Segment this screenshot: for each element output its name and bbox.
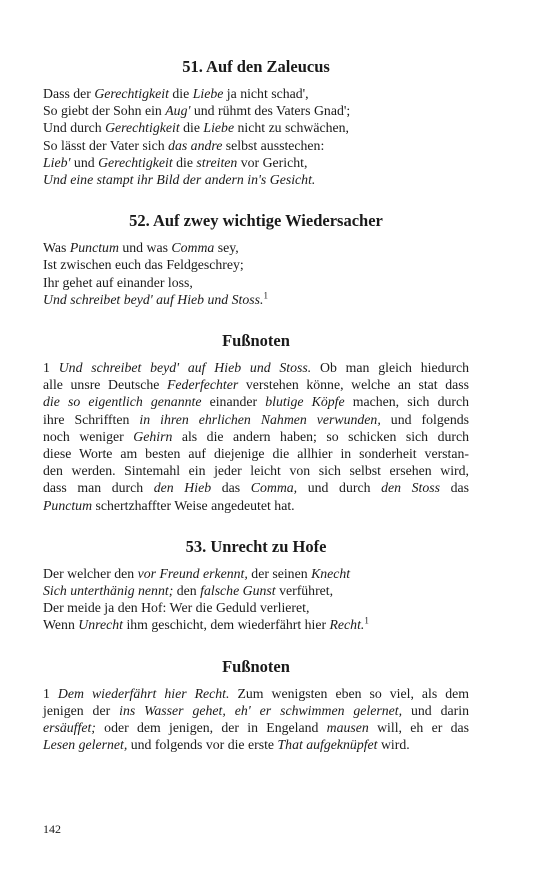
verse-line	[43, 583, 333, 598]
footnote-line	[43, 359, 469, 376]
text: Ihr gehet auf einander loss,	[43, 274, 193, 290]
footnote-line	[43, 462, 469, 479]
text: und durch	[297, 480, 382, 496]
footnote-line	[43, 393, 469, 410]
text: nicht zu schwächen,	[234, 120, 350, 136]
footnote-marker[interactable]: 1	[263, 290, 268, 301]
text: einander	[201, 394, 266, 410]
text: Der meide ja den Hof: Wer die Geduld verlieret,	[43, 600, 310, 616]
poem-section-51	[43, 56, 469, 188]
italic-text: Gehirn	[133, 428, 173, 444]
italic-text: Punctum	[43, 497, 93, 513]
footnote-text	[43, 685, 469, 754]
verse-line	[43, 240, 239, 255]
italic-text: die so eigentlich genannte	[43, 394, 202, 410]
footnote-text	[43, 359, 469, 514]
text: Ist zwischen euch das Feldgeschrey;	[43, 257, 244, 273]
text: den werden. Sintemahl ein jeder leicht von sich selbst ersehen wird,	[43, 463, 469, 479]
text: 1	[43, 360, 59, 376]
footnote-line	[43, 719, 469, 736]
text: und darin	[402, 702, 469, 718]
text: schertzhaffter Weise angedeutet hat.	[92, 497, 295, 513]
italic-text: blutige Köpfe	[265, 394, 345, 410]
text: als die andern haben; so schicken sich durch	[172, 428, 469, 444]
page-number: 142	[43, 822, 61, 836]
italic-text: falsche Gunst	[200, 583, 276, 599]
text: vor Gericht,	[237, 154, 308, 170]
verse-line	[43, 600, 309, 615]
italic-text: Und eine stampt ihr Bild der andern in's Gesicht.	[43, 172, 316, 188]
text: dass man durch	[43, 480, 154, 496]
text: machen, sich durch	[344, 394, 469, 410]
italic-text: das andre	[168, 137, 223, 153]
italic-text: ersäuffet;	[43, 720, 96, 736]
footnote-line	[43, 376, 469, 393]
italic-text: That aufgeknüpfet	[277, 737, 378, 753]
footnote-line	[43, 685, 469, 702]
text: sey,	[214, 240, 239, 256]
italic-text: Punctum	[69, 240, 119, 256]
poem-body	[43, 565, 469, 634]
italic-text: Liebe	[192, 86, 224, 101]
text: ihre Schrifften	[43, 411, 140, 427]
verse-line	[43, 292, 268, 307]
text: 1	[43, 685, 58, 701]
footnote-line	[43, 411, 469, 428]
verse-line	[43, 86, 309, 101]
text: So giebt der Sohn ein	[43, 103, 166, 119]
italic-text: Lesen gelernet,	[43, 737, 128, 753]
text: diese Worte am besten auf diejenige die allhier in sonderheit verstan-	[43, 446, 469, 462]
italic-text: Dem wiederfährt hier Recht.	[57, 685, 230, 701]
italic-text: Lieb'	[43, 154, 71, 170]
text: verführet,	[275, 583, 334, 599]
footnotes-53	[43, 656, 469, 754]
verse-line	[43, 617, 369, 632]
footnote-line	[43, 702, 469, 719]
poem-title: 53. Unrecht zu Hofe	[185, 536, 327, 556]
text: und rühmt des Vaters Gnad';	[190, 103, 351, 119]
italic-text: Liebe	[203, 120, 235, 136]
footnote-heading: Fußnoten	[222, 331, 290, 351]
italic-text: Sich unterthänig nennt;	[43, 583, 174, 599]
footnote-line	[43, 736, 469, 753]
poem-section-53	[43, 536, 469, 634]
italic-text: Comma	[171, 240, 215, 256]
text: den	[173, 583, 201, 599]
text: ja nicht schad',	[223, 86, 309, 101]
text: verstehen könne, welche an stat dass	[238, 377, 470, 393]
text: Was	[43, 240, 70, 256]
text: die	[172, 154, 197, 170]
italic-text: mausen	[326, 720, 369, 736]
text: und	[70, 154, 99, 170]
italic-text: den Stoss	[381, 480, 440, 496]
poem-title: 52. Auf zwey wichtige Wiedersacher	[129, 211, 383, 231]
text: und was	[118, 240, 172, 256]
text: will, eh er das	[368, 720, 469, 736]
italic-text: Federfechter	[167, 377, 239, 393]
italic-text: Recht.	[329, 617, 365, 633]
italic-text: ins Wasser gehet, eh' er schwimmen gelernet,	[119, 702, 403, 718]
verse-line	[43, 138, 324, 153]
poem-title: 51. Auf den Zaleucus	[182, 57, 330, 76]
text: Wenn	[43, 617, 79, 633]
text: Und durch	[43, 120, 106, 136]
text: alle unsre Deutsche	[43, 377, 167, 393]
verse-line	[43, 566, 350, 581]
footnote-line	[43, 445, 469, 462]
footnote-line	[43, 428, 469, 445]
verse-line	[43, 172, 315, 187]
text: noch weniger	[43, 428, 134, 444]
verse-line	[43, 257, 244, 272]
italic-text: Gerechtigkeit	[98, 154, 173, 170]
italic-text: Gerechtigkeit	[105, 120, 180, 136]
italic-text: streiten	[196, 154, 238, 170]
italic-text: vor Freund erkennt,	[137, 565, 248, 581]
text: der seinen	[247, 565, 312, 581]
italic-text: Unrecht	[78, 617, 123, 633]
text: wird.	[377, 737, 410, 753]
italic-text: Knecht	[311, 565, 351, 581]
footnotes-52	[43, 330, 469, 514]
verse-line	[43, 103, 350, 118]
poem-section-52	[43, 210, 469, 308]
text: die	[179, 120, 204, 136]
italic-text: Gerechtigkeit	[94, 86, 169, 101]
page-content	[43, 56, 469, 775]
text: Ob man gleich hiedurch	[311, 360, 469, 376]
italic-text: Aug'	[165, 103, 191, 119]
text: ihm geschicht, dem wiederfährt hier	[123, 617, 330, 633]
text: die	[168, 86, 193, 101]
footnote-line	[43, 497, 469, 514]
text: das	[211, 480, 251, 496]
text: oder dem jenigen, der in Engeland	[95, 720, 327, 736]
poem-body	[43, 85, 469, 188]
text: und folgends	[380, 411, 470, 427]
text: Zum wenigsten eben so viel, als dem	[229, 685, 469, 701]
italic-text: Und schreibet beyd' auf Hieb und Stoss.	[58, 360, 312, 376]
text: und folgends vor die erste	[127, 737, 278, 753]
italic-text: Comma,	[250, 480, 298, 496]
italic-text: in ihren ehrlichen Nahmen verwunden,	[139, 411, 381, 427]
text: Der welcher den	[43, 565, 138, 581]
italic-text: den Hieb	[153, 480, 212, 496]
verse-line	[43, 120, 349, 135]
verse-line	[43, 155, 307, 170]
text: das	[440, 480, 470, 496]
text: Dass der	[43, 86, 95, 101]
footnote-heading: Fußnoten	[222, 656, 290, 676]
text: So lässt der Vater sich	[43, 137, 169, 153]
text: jenigen der	[43, 702, 120, 718]
poem-body	[43, 239, 469, 308]
footnote-line	[43, 479, 469, 496]
verse-line	[43, 275, 193, 290]
footnote-marker[interactable]: 1	[364, 615, 369, 626]
text: selbst ausstechen:	[222, 137, 325, 153]
italic-text: Und schreibet beyd' auf Hieb und Stoss.	[43, 291, 264, 307]
